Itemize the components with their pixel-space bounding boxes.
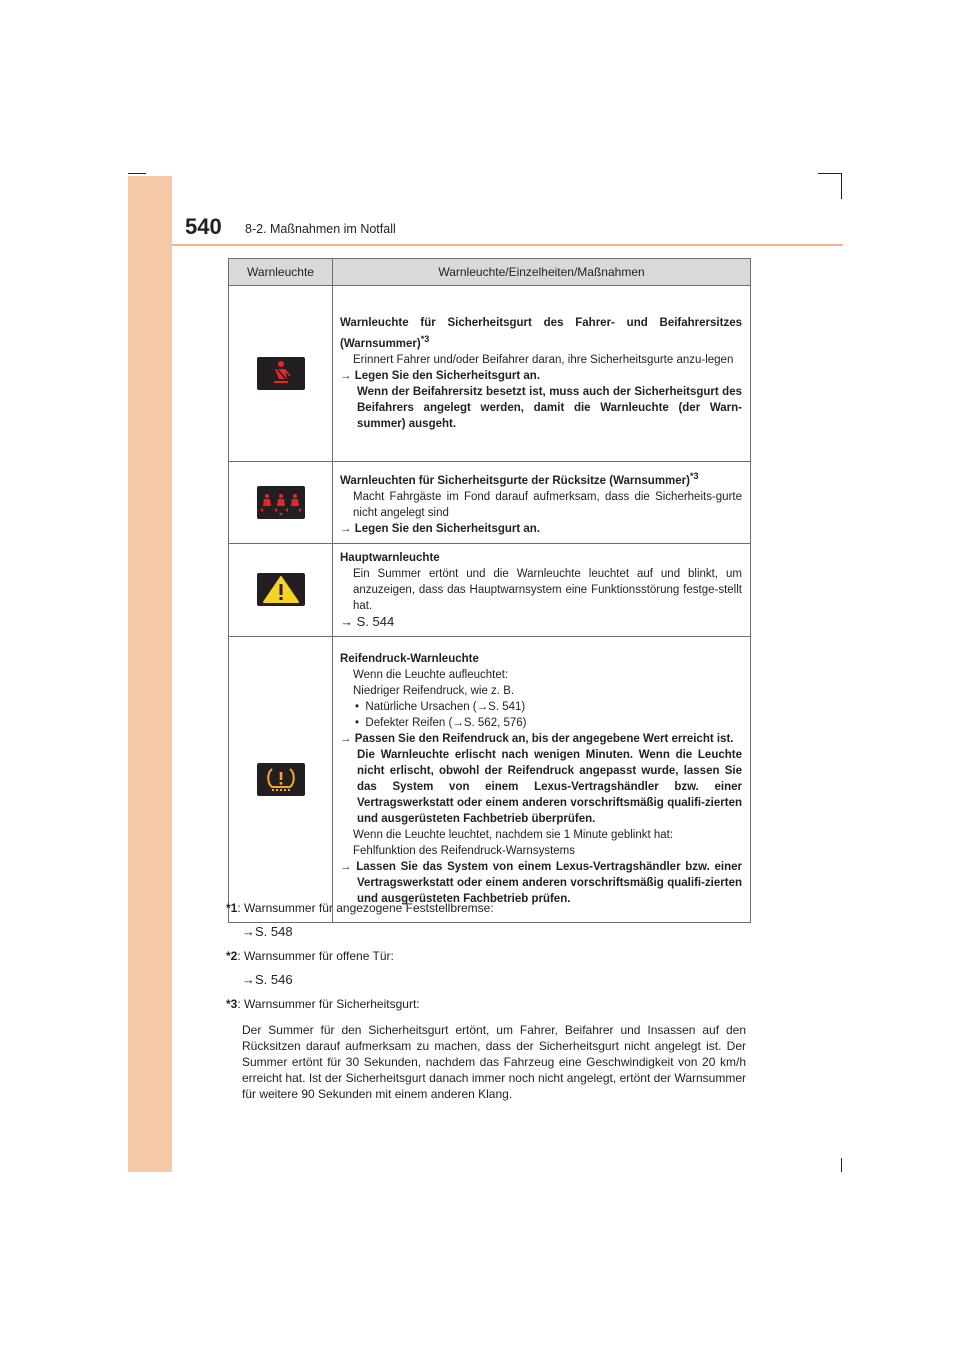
section-title: 8-2. Maßnahmen im Notfall xyxy=(245,222,396,236)
row-title: Hauptwarnleuchte xyxy=(340,551,440,564)
header-rule xyxy=(172,244,843,246)
list-item: • Natürliche Ursachen (→S. 541) xyxy=(355,701,526,714)
table-row xyxy=(229,462,751,544)
side-tab xyxy=(128,176,172,1172)
table-row xyxy=(229,286,751,462)
row-title: Warnleuchten für Sicherheitsgurte der Rücksitze (Warnsummer)$^{*3}$ xyxy=(340,471,699,487)
details-cell xyxy=(333,462,751,544)
list-item: • Defekter Reifen (→S. 562, 576) xyxy=(355,717,527,730)
table-row xyxy=(229,543,751,636)
icon-cell xyxy=(229,462,333,544)
footnote-paragraph: Der Summer für den Sicherheitsgurt ertönt, um Fahrer, Beifahrer und Insassen auf den Rücksitzen darauf aufmerksam zu machen, dass der Sicherheitsgurt nicht angelegt ist. Der Summer ertönt für 30 Sekunden, nachdem das Fahrzeug eine Geschwindigkeit von 20 km/h erreicht hat. Ist der Sicherheitsgurt danach immer noch nicht angelegt, ertönt der Warnsummer für weitere 90 Sekunden mit einem anderen Klang. xyxy=(242,1023,746,1101)
footnote-text: : Warnsummer für offene Tür: xyxy=(237,949,394,963)
tire-pressure-warning-icon xyxy=(257,763,305,796)
crop-mark-top-right-v xyxy=(841,173,842,199)
row-action-detail: Die Warnleuchte erlischt nach wenigen Minuten. Wenn die Leuchte nicht erlischt, obwohl der Reifendruck angepasst wurde, lassen Sie das System von einem Lexus-Vertragshändler bzw. einer Vertragswerkstatt oder einem anderen vorschriftsmäßig qualifi-zierten und ausgerüsteten Fachbetrieb überprüfen. xyxy=(357,749,742,826)
page-header xyxy=(185,214,845,246)
master-warning-icon xyxy=(257,573,305,606)
column-header-details: Warnleuchte/Einzelheiten/Maßnahmen xyxy=(333,259,751,286)
crop-mark-bottom-right xyxy=(841,1158,842,1172)
rear-seatbelt-warning-icon xyxy=(257,486,305,519)
row-action: → Lassen Sie das System von einem Lexus-Vertragshändler bzw. einer Vertragswerkstatt oder einem anderen vorschriftsmäßig qualifi-zierten und ausgerüsteten Fachbetrieb prüfen. xyxy=(340,861,742,906)
crop-mark-top-left xyxy=(128,173,146,174)
row-action: → S. 544 xyxy=(340,613,395,629)
column-header-light: Warnleuchte xyxy=(229,259,333,286)
details-cell xyxy=(333,636,751,922)
row-description: Ein Summer ertönt und die Warnleuchte leuchtet auf und blinkt, um anzuzeigen, dass das Hauptwarnsystem eine Funktionsstörung festge-stellt hat. xyxy=(353,567,742,612)
icon-cell xyxy=(229,286,333,462)
row-description: Erinnert Fahrer und/oder Beifahrer daran, ihre Sicherheitsgurte anzu-legen xyxy=(353,353,734,366)
details-cell xyxy=(333,286,751,462)
warning-table xyxy=(228,258,751,923)
footnote-mark: *2 xyxy=(226,949,238,963)
crop-mark-top-right-h xyxy=(818,173,842,174)
icon-cell xyxy=(229,543,333,636)
footnote-ref: →S. 548 xyxy=(242,924,293,939)
details-cell xyxy=(333,543,751,636)
footnote-3 xyxy=(226,996,746,1102)
footnote-text: : Warnsummer für angezogene Feststellbremse: xyxy=(237,901,494,915)
row-description: Fehlfunktion des Reifendruck-Warnsystems xyxy=(353,845,575,858)
footnote-2 xyxy=(226,948,746,988)
table-row xyxy=(229,636,751,922)
footnote-mark: *1 xyxy=(226,901,238,915)
footnote-mark: *3 xyxy=(226,997,238,1011)
row-action: → Legen Sie den Sicherheitsgurt an. xyxy=(340,522,541,535)
icon-cell xyxy=(229,636,333,922)
row-action: → Legen Sie den Sicherheitsgurt an. xyxy=(340,369,541,382)
footnote-text: : Warnsummer für Sicherheitsgurt: xyxy=(237,997,420,1011)
page-number: 540 xyxy=(185,214,222,239)
row-description: Macht Fahrgäste im Fond darauf aufmerksam, dass die Sicherheits-gurte nicht angelegt sind xyxy=(353,490,742,519)
row-description: Wenn die Leuchte aufleuchtet: xyxy=(353,669,509,682)
row-action-detail: Wenn der Beifahrersitz besetzt ist, muss auch der Sicherheitsgurt des Beifahrers angelegt werden, damit die Warnleuchte (der Warn-summer) ausgeht. xyxy=(357,385,742,430)
row-action: → Passen Sie den Reifendruck an, bis der angegebene Wert erreicht ist. xyxy=(340,733,734,746)
footnote-1 xyxy=(226,900,746,940)
row-description: Niedriger Reifendruck, wie z. B. xyxy=(353,685,515,698)
table-header-row xyxy=(229,259,751,286)
row-title: Reifendruck-Warnleuchte xyxy=(340,653,479,666)
footnote-ref: →S. 546 xyxy=(242,972,293,987)
row-title: Warnleuchte für Sicherheitsgurt des Fahrer- und Beifahrersitzes (Warnsummer)$^{*3}$ xyxy=(340,317,742,350)
seatbelt-warning-icon xyxy=(257,357,305,390)
row-description: Wenn die Leuchte leuchtet, nachdem sie 1 Minute geblinkt hat: xyxy=(353,829,674,842)
